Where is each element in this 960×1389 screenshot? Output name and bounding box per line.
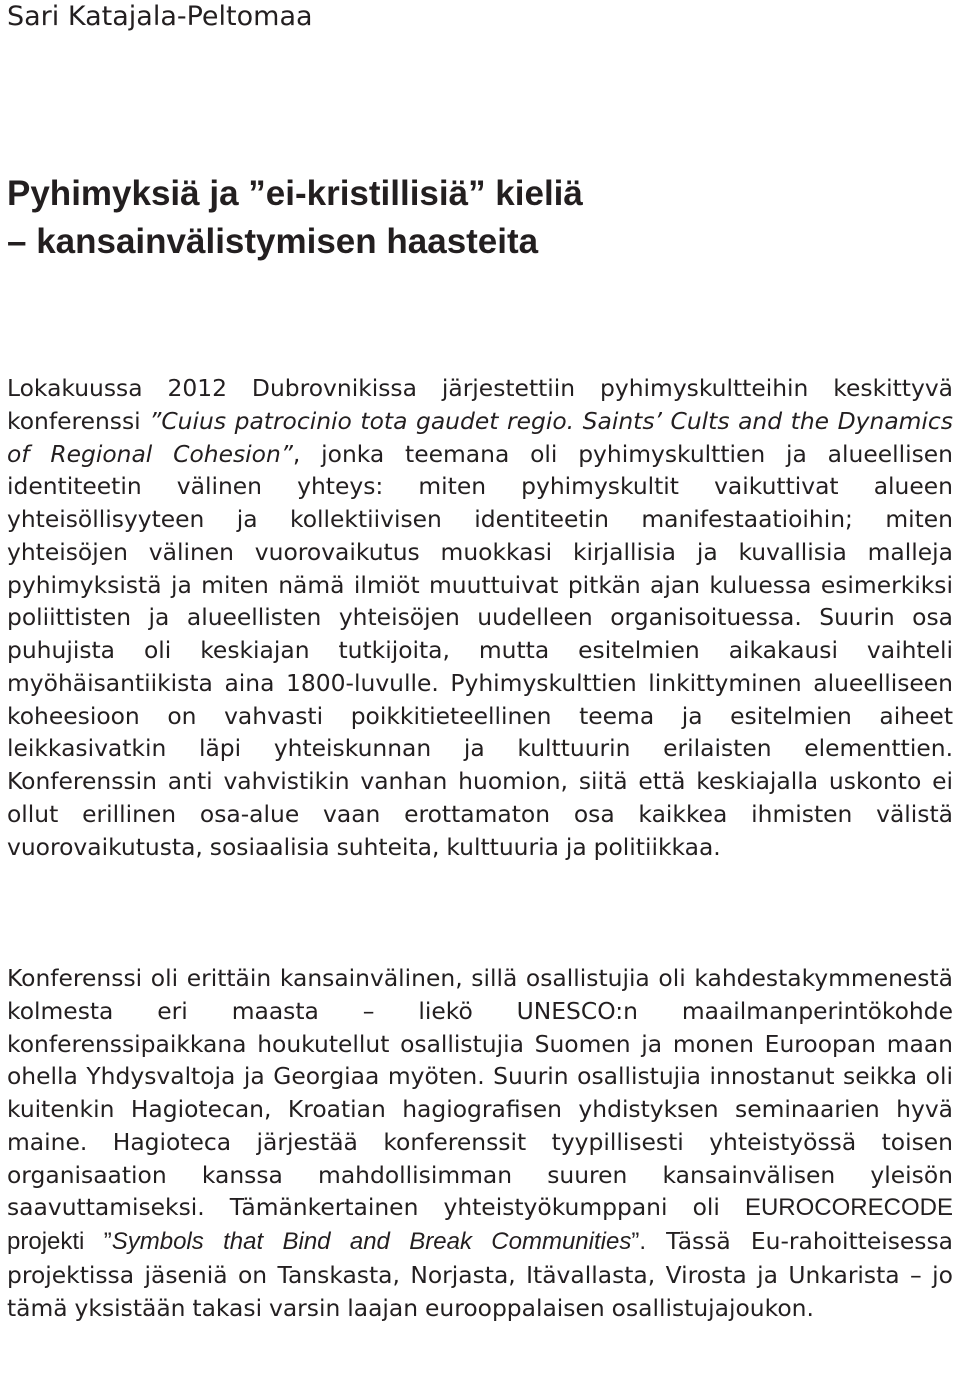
- paragraph-2-body: Tässä Eu-rahoitteisessa projektissa jäseniä on Tanskasta, Norjasta, Itävallasta, Virosta ja Unkarista – jo tämä yksistään takasi varsin laajan eurooppalaisen osallistujajoukon.: [7, 1227, 953, 1322]
- paragraph-1: [7, 372, 953, 863]
- paragraph-2-intro: Konferenssi oli erittäin kansainvälinen, sillä osallistujia oli kahdestakymmenestä kolmesta eri maasta – liekö UNESCO:n maailmanperintökohde konferenssipaikkana houkutellut osallistujia Suomen ja monen Euroopan maan ohella Yhdysvaltoja ja Georgiaa myöten. Suurin osallistujia innostanut seikka oli kuitenkin Hagiotecan, Kroatian hagiografisen yhdistyksen seminaarien hyvä maine. Hagioteca järjestää konferenssit tyypillisesti yhteistyössä toisen organisaation kanssa mahdollisimman suuren kansainvälisen yleisön saavuttamiseksi. Tämänkertainen yhteistyökumppani oli: [7, 964, 953, 1222]
- document-page: [7, 0, 953, 1389]
- conference-name: ”Cuius patrocinio tota gaudet regio. Saints’ Cults and the Dynamics of Regional Cohesion”: [7, 406, 953, 468]
- paragraph-1-intro: Lokakuussa 2012 Dubrovnikissa järjestettiin pyhimyskultteihin keskittyvä konferenssi: [7, 374, 953, 435]
- project-label: EUROCORECODE projekti ”: [7, 1194, 953, 1255]
- title-line-2: – kansainvälistymisen haasteita: [7, 222, 539, 261]
- title-line-1: Pyhimyksiä ja ”ei-kristillisiä” kieliä: [7, 174, 583, 213]
- project-name: Symbols that Bind and Break Communities: [111, 1228, 632, 1255]
- article-title: [7, 170, 583, 266]
- project-close: ”.: [631, 1228, 647, 1255]
- paragraph-1-body: , jonka teemana oli pyhimyskulttien ja alueellisen identiteetin välinen yhteys: miten pyhimyskultit vaikuttivat alueen yhteisöllisyyteen ja kollektiivisen identiteetin manifestaatioihin; miten yhteisöjen välinen vuorovaikutus muokkasi kirjallisia ja kuvallisia malleja pyhimyksistä ja miten nämä ilmiöt muuttuivat pitkän ajan kuluessa esimerkiksi poliittisten ja alueellisten yhteisöjen uudelleen organisoituessa. Suurin osa puhujista oli keskiajan tutkijoita, mutta esitelmien aikakausi vaihteli myöhäisantiikista aina 1800-luvulle. Pyhimyskulttien linkittyminen alueelliseen koheesioon on vahvasti poikkitieteellinen teema ja esitelmien aiheet leikkasivatkin läpi yhteiskunnan ja kulttuurin erilaisten elementtien. Konferenssin anti vahvistikin vanhan huomion, siitä että keskiajalla uskonto ei ollut erillinen osa-alue vaan erottamaton osa kaikkea ihmisten välistä vuorovaikutusta, sosiaalisia suhteita, kulttuuria ja politiikkaa.: [7, 439, 953, 861]
- author-name: Sari Katajala-Peltomaa: [7, 1, 313, 32]
- paragraph-2: [7, 962, 953, 1324]
